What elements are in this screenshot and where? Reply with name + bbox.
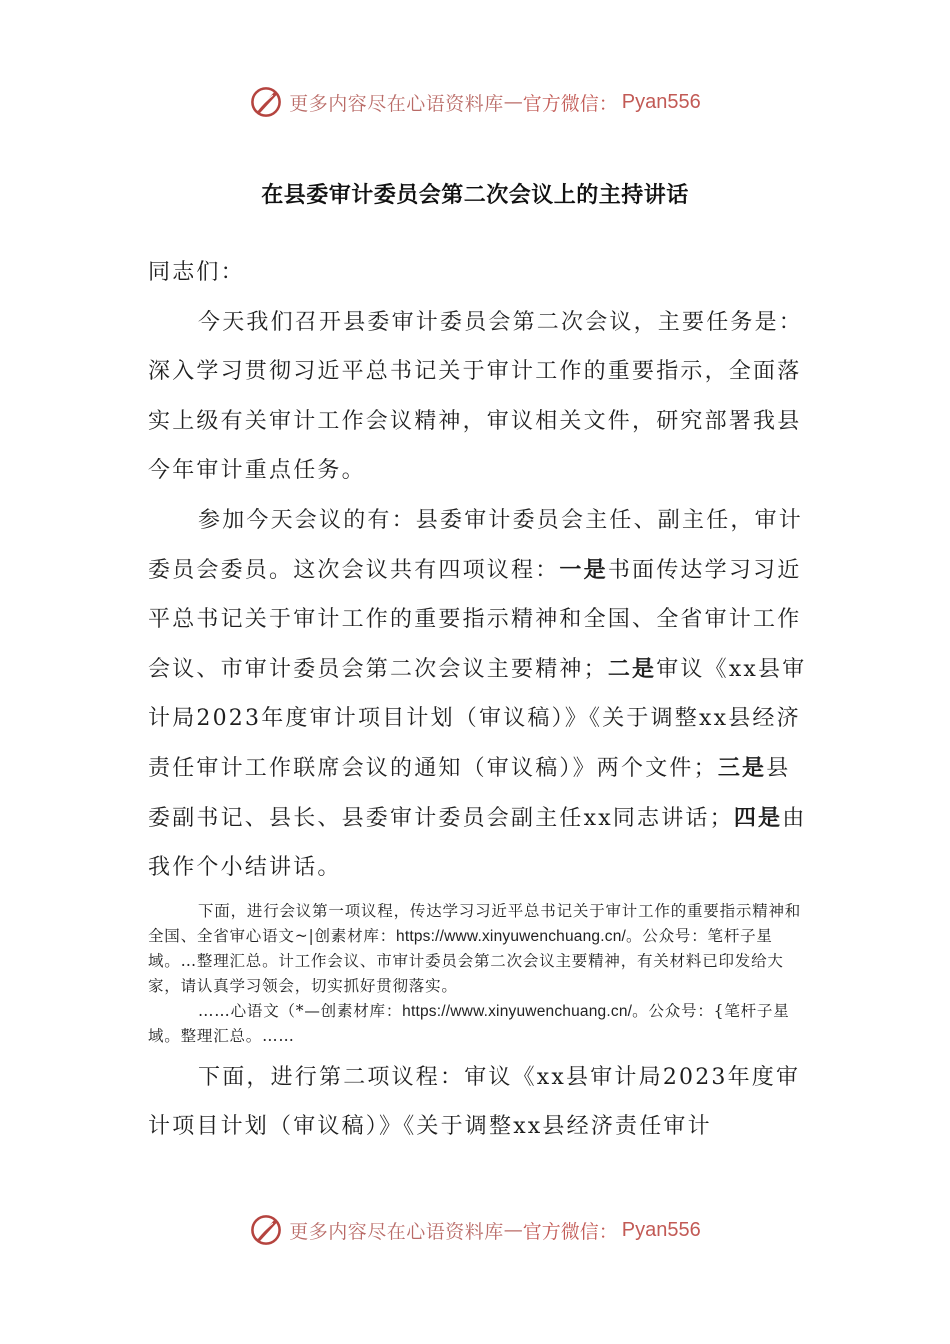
banner-wechat-id: Pyan556 xyxy=(621,90,701,113)
note-paragraph-2: ……心语文（*—创素材库：https://www.xinyuwenchuang.cn/。公众号：{笔杆子星域。整理汇总。…… xyxy=(148,1001,790,1045)
greeting: 同志们： xyxy=(148,260,245,285)
quill-logo-icon xyxy=(249,85,283,119)
note-link-1[interactable]: https://www.xinyuwenchuang.cn/ xyxy=(396,927,627,945)
document-title: 在县委审计委员会第二次会议上的主持讲话 xyxy=(261,183,689,208)
document-body xyxy=(148,248,808,1152)
inserted-note xyxy=(148,899,808,1049)
footer-banner xyxy=(0,1210,950,1250)
banner-separator: — xyxy=(503,91,523,113)
banner-text: 更多内容尽在心语资料库 xyxy=(289,1220,504,1243)
banner-separator: — xyxy=(503,1219,523,1241)
banner-wechat-id: Pyan556 xyxy=(621,1218,701,1241)
note-paragraph-1: 下面，进行会议第一项议程，传达学习习近平总书记关于审计工作的重要指示精神和全国、全省审心语文~|创素材库：https://www.xinyuwenchuang.cn/。公众号：笔杆子星域。…整理汇总。计工作会议、市审计委员会第二次会议主要精神，有关材料已印发给大家，请认真学习领会，切实抓好贯彻落实。 xyxy=(148,901,802,995)
banner-text: 更多内容尽在心语资料库 xyxy=(289,92,504,115)
header-banner xyxy=(0,82,950,122)
paragraph-3: 下面，进行第二项议程：审议《xx县审计局2023年度审计项目计划（审议稿）》《关于调整xx县经济责任审计 xyxy=(148,1064,801,1140)
quill-logo-icon xyxy=(249,1213,283,1247)
paragraph-1: 今天我们召开县委审计委员会第二次会议，主要任务是：深入学习贯彻习近平总书记关于审计工作的重要指示，全面落实上级有关审计工作会议精神，审议相关文件，研究部署我县今年审计重点任务。 xyxy=(148,309,804,484)
banner-wechat-label: 官方微信： xyxy=(522,1220,618,1243)
paragraph-2: 参加今天会议的有：县委审计委员会主任、副主任，审计委员会委员。这次会议共有四项议程：一是书面传达学习习近平总书记关于审计工作的重要指示精神和全国、全省审计工作会议、市审计委员会第二次会议主要精神；二是审议《xx县审计局2023年度审计项目计划（审议稿）》《关于调整xx县经济责任审计工作联席会议的通知（审议稿）》两个文件；三是县委副书记、县长、县委审计委员会副主任xx同志讲话；四是由我作个小结讲话。 xyxy=(148,507,807,881)
banner-wechat-label: 官方微信： xyxy=(522,92,618,115)
note-link-2[interactable]: https://www.xinyuwenchuang.cn/ xyxy=(402,1002,633,1020)
